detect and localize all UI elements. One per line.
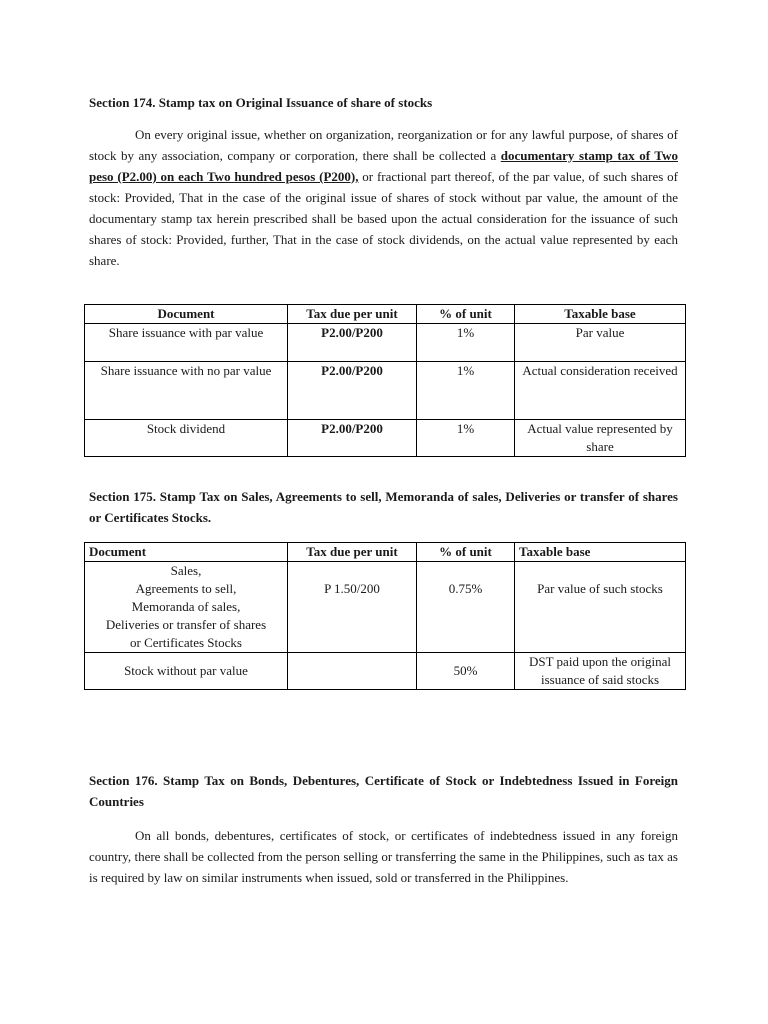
doc-line: Agreements to sell,: [135, 581, 237, 596]
section-174-paragraph: [89, 124, 678, 271]
header-tax-due: Tax due per unit: [288, 543, 417, 562]
cell-percent: 1%: [417, 324, 515, 362]
section-176-heading: [89, 770, 678, 812]
cell-percent: 1%: [417, 420, 515, 457]
header-document: Document: [85, 305, 288, 324]
table-row: [85, 420, 686, 457]
section-174-number: Section 174.: [89, 95, 156, 110]
section-174-text-a: On every original issue, whether on organization, reorganization or for any lawful purpose, of shares of stock by any association, company or corporation, there shall be collected a: [89, 127, 678, 163]
header-document: Document: [85, 543, 288, 562]
cell-percent: 50%: [417, 653, 515, 690]
cell-taxable-base: Par value of such stocks: [515, 562, 686, 653]
cell-document: Share issuance with no par value: [85, 362, 288, 420]
section-174-underlined-text: documentary stamp tax of Two peso (P2.00) on each Two hundred pesos (P200),: [89, 148, 678, 184]
table-row: [85, 653, 686, 690]
cell-document: Stock without par value: [85, 653, 288, 690]
doc-line: or Certificates Stocks: [130, 635, 242, 650]
table-row: [85, 362, 686, 420]
cell-taxable-base: DST paid upon the original issuance of said stocks: [515, 653, 686, 690]
cell-tax-due: P2.00/P200: [288, 420, 417, 457]
doc-line: Memoranda of sales,: [131, 599, 241, 614]
header-percent: % of unit: [417, 543, 515, 562]
table-row: [85, 562, 686, 653]
cell-percent: 1%: [417, 362, 515, 420]
cell-document: [85, 562, 288, 653]
section-174-heading: [89, 92, 678, 113]
section-174-table: [84, 304, 686, 457]
doc-line: Deliveries or transfer of shares: [105, 617, 267, 632]
section-174-text-b: or fractional part thereof, of the par value, of such shares of stock: Provided, That in the case of the original issue of shares of stock without par value, the amount of the documentary stamp tax herein prescribed shall be based upon the actual consideration for the issuance of such shares of stock: Provided, further, That in the case of stock dividends, on the actual value represented by each share.: [89, 169, 678, 268]
section-174-title: Stamp tax on Original Issuance of share of stocks: [158, 95, 433, 110]
header-taxable-base: Taxable base: [515, 543, 686, 562]
cell-tax-due: P2.00/P200: [288, 362, 417, 420]
cell-taxable-base: Actual value represented by share: [515, 420, 686, 457]
cell-tax-due: [288, 653, 417, 690]
cell-taxable-base: Par value: [515, 324, 686, 362]
cell-taxable-base: Actual consideration received: [515, 362, 686, 420]
table-header-row: [85, 305, 686, 324]
header-taxable-base: Taxable base: [515, 305, 686, 324]
section-175-heading: Section 175. Stamp Tax on Sales, Agreements to sell, Memoranda of sales, Deliveries or transfer of shares or Certificates Stocks.: [89, 489, 678, 525]
doc-line: Sales,: [170, 563, 202, 578]
section-176-paragraph: On all bonds, debentures, certificates of stock, or certificates of indebtedness issued in any foreign country, there shall be collected from the person selling or transferring the same in the Philippines, such as tax as is required by law on similar instruments when issued, sold or transferred in the Philippines.: [89, 828, 678, 885]
table-row: [85, 324, 686, 362]
cell-document: Stock dividend: [85, 420, 288, 457]
cell-percent: 0.75%: [417, 562, 515, 653]
table-header-row: [85, 543, 686, 562]
section-176-title: Stamp Tax on Bonds, Debentures, Certificate of Stock or Indebtedness Issued in Foreign Countries: [89, 773, 678, 809]
header-percent: % of unit: [417, 305, 515, 324]
cell-tax-due: P2.00/P200: [288, 324, 417, 362]
cell-tax-due: P 1.50/200: [288, 562, 417, 653]
section-175-table: [84, 542, 686, 690]
header-tax-due: Tax due per unit: [288, 305, 417, 324]
cell-document: Share issuance with par value: [85, 324, 288, 362]
section-176-number: Section 176.: [89, 773, 158, 788]
